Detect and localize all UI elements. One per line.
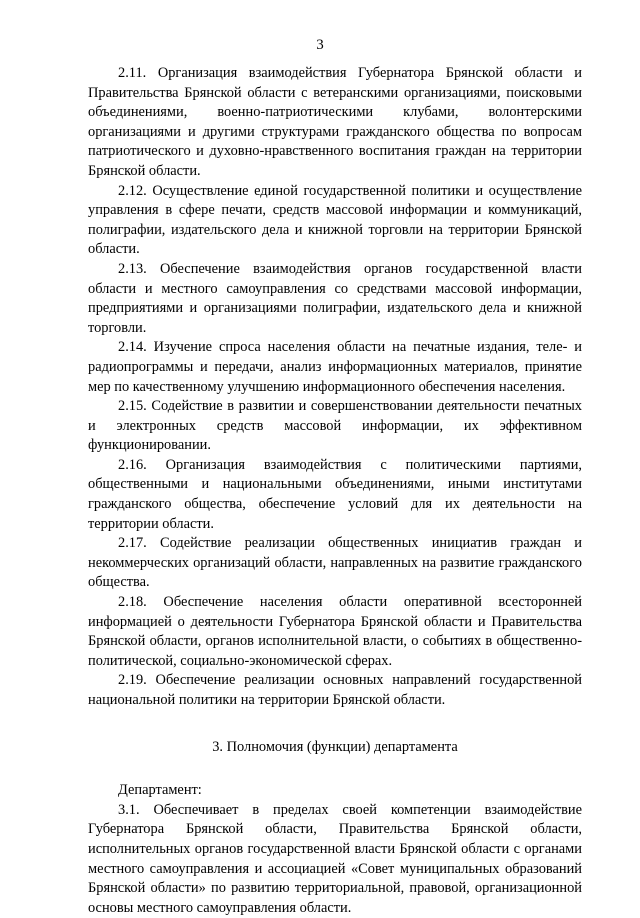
paragraph-2-17: 2.17. Содействие реализации общественных инициатив граждан и некоммерческих организаций области, направленных на развитие гражданского общества.	[88, 535, 582, 591]
paragraph-2-14: 2.14. Изучение спроса населения области на печатные издания, теле- и радиопрограммы и передачи, анализ информационных материалов, принятие мер по качественному улучшению информационного обеспечения населения.	[88, 339, 582, 395]
document-body	[88, 64, 582, 918]
paragraph-2-13: 2.13. Обеспечение взаимодействия органов государственной власти области и местного самоуправления со средствами массовой информации, предприятиями и организациями полиграфии, издательского дела и книжной торговли.	[88, 260, 582, 336]
page-number: 3	[316, 37, 324, 53]
department-intro: Департамент:	[118, 782, 202, 799]
section-heading: 3. Полномочия (функции) департамента	[212, 738, 458, 755]
paragraph-2-19: 2.19. Обеспечение реализации основных направлений государственной национальной политики на территории Брянской области.	[88, 672, 582, 708]
paragraph-2-15: 2.15. Содействие в развитии и совершенствовании деятельности печатных и электронных средств массовой информации, их эффективном функционировании.	[88, 398, 582, 454]
paragraph-2-16: 2.16. Организация взаимодействия с политическими партиями, общественными и национальными объединениями, иными институтами гражданского общества, обеспечение условий для их деятельности на территории области.	[88, 456, 582, 532]
paragraph-2-11: 2.11. Организация взаимодействия Губернатора Брянской области и Правительства Брянской области с ветеранскими организациями, поисковыми объединениями, военно-патриотическими клубами, волонтерскими организациями и другими структурами гражданского общества по вопросам патриотического и духовно-нравственного воспитания граждан на территории Брянской области.	[88, 65, 582, 179]
paragraph-3-1: 3.1. Обеспечивает в пределах своей компетенции взаимодействие Губернатора Брянской области, Правительства Брянской области, исполнительных органов государственной власти Брянской области с органами местного самоуправления и ассоциацией «Совет муниципальных образований Брянской области» по развитию территориальной, правовой, организационной основы местного самоуправления области.	[88, 801, 582, 916]
paragraph-2-18: 2.18. Обеспечение населения области оперативной всесторонней информацией о деятельности Губернатора Брянской области и Правительства Брянской области, органов исполнительной власти, о событиях в общественно-политической, социально-экономической сферах.	[88, 594, 582, 669]
paragraph-2-12: 2.12. Осуществление единой государственной политики и осуществление управления в сфере печати, средств массовой информации и коммуникаций, полиграфии, издательского дела и книжной торговли на территории Брянской области.	[88, 182, 582, 258]
